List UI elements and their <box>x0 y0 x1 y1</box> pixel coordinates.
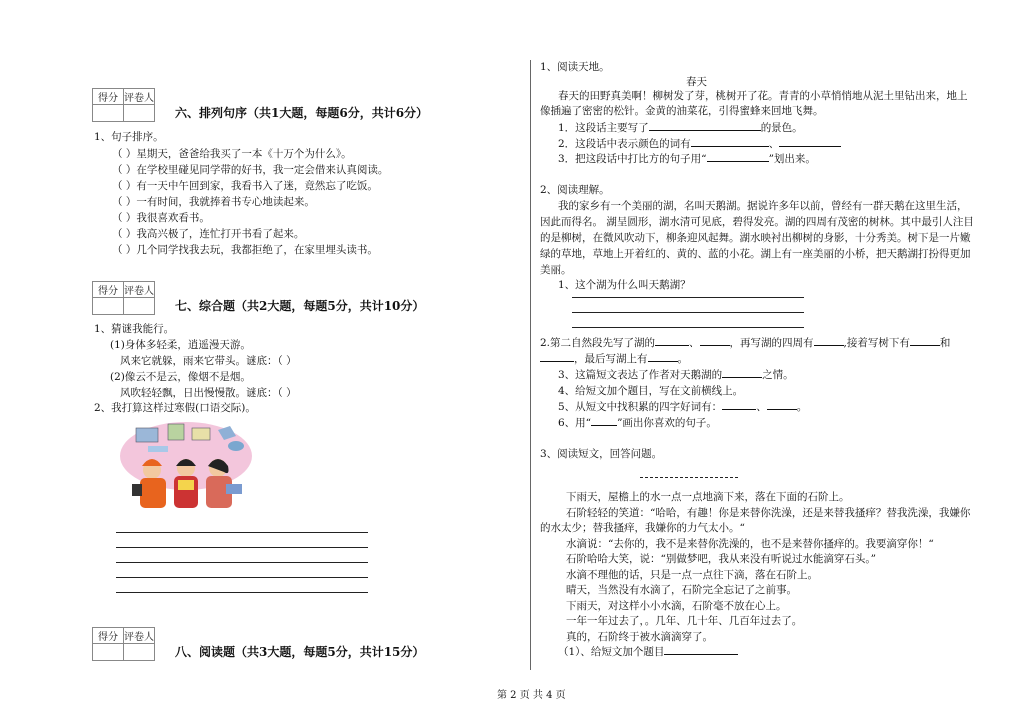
q-text: 。 <box>677 353 688 365</box>
sort-item: （ ）有一天中午回到家，我看书入了迷，竟然忘了吃饭。 <box>112 180 378 192</box>
reviewer-cell[interactable] <box>124 644 155 661</box>
score-cell[interactable] <box>93 644 124 661</box>
right-q2: 2、阅读理解。 <box>540 184 610 196</box>
q-text: 2．这段话中表示颜色的词有 <box>558 138 691 150</box>
score-label: 得分 <box>93 282 124 298</box>
answer-line[interactable] <box>116 592 368 593</box>
q-text: ”划出来。 <box>768 153 816 165</box>
children-illustration <box>118 418 254 514</box>
page-footer: 第 2 页 共 4 页 <box>497 690 566 701</box>
question-2-4: 4、给短文加个题目，写在文前横线上。 <box>558 385 744 397</box>
reviewer-cell[interactable] <box>124 298 155 315</box>
passage2-line: 绿的草地，草地上开着红的、黄的、蓝的小花。湖上有一座美丽的小桥，把天鹅湖打扮得更加 <box>540 248 971 260</box>
question-2-5 <box>558 399 807 414</box>
q-text: ,接着写树下有 <box>843 337 910 349</box>
sort-item: （ ）几个同学找我去玩，我都拒绝了，在家里埋头读书。 <box>112 244 378 256</box>
q-text: 。 <box>796 401 808 413</box>
sort-item: （ ）一有时间，我就捧着书专心地读起来。 <box>112 196 315 208</box>
score-cell[interactable] <box>93 105 124 122</box>
q-text: 、 <box>756 401 767 413</box>
riddle-1a: (1)身体多轻柔，逍遥漫天游。 <box>110 339 251 351</box>
story-line: 水滴说：“去你的，我不是来替你洗澡的，也不是来替你搔痒的。我要滴穿你！“ <box>566 538 934 550</box>
q-text: 的景色。 <box>760 122 803 134</box>
answer-line[interactable] <box>572 297 804 298</box>
answer-line[interactable] <box>572 312 804 313</box>
section6-title: 六、排列句序（共1大题，每题6分，共计6分） <box>175 106 429 120</box>
answer-line[interactable] <box>116 532 368 533</box>
q-text: 5、从短文中找积累的四字好词有： <box>558 401 723 413</box>
answer-blank[interactable] <box>767 399 797 410</box>
q-text: ”画出你喜欢的句子。 <box>617 417 717 429</box>
q-text: 和 <box>939 337 951 349</box>
riddle-2b: 风吹轻轻飘，日出慢慢散。谜底：（ ） <box>120 387 297 399</box>
q-text: 、 <box>689 337 700 349</box>
score-label: 得分 <box>93 628 124 644</box>
answer-blank[interactable] <box>648 351 678 362</box>
answer-line[interactable] <box>572 327 804 328</box>
sort-item: （ ）在学校里碰见同学带的好书，我一定会借来认真阅读。 <box>112 164 389 176</box>
question-1-2 <box>558 136 841 151</box>
section7-q1: 1、猜谜我能行。 <box>94 323 175 335</box>
answer-blank[interactable] <box>700 335 730 346</box>
reviewer-label: 评卷人 <box>124 282 155 298</box>
answer-blank[interactable] <box>691 136 769 147</box>
riddle-1b: 风来它就躲，雨来它带头。谜底：（ ） <box>120 355 297 367</box>
column-divider <box>530 60 531 670</box>
q-text: 6、用“ <box>558 417 592 429</box>
riddle-2a: (2)像云不是云，像烟不是烟。 <box>110 371 251 383</box>
score-cell[interactable] <box>93 298 124 315</box>
passage2-line: 因此而得名。 湖呈圆形，湖水清可见底，碧得发亮。湖的四周有茂密的树林。其中最引人注目 <box>540 216 974 228</box>
question-2-2b <box>540 351 688 366</box>
answer-blank[interactable] <box>591 415 617 426</box>
answer-blank[interactable] <box>649 120 761 131</box>
story-line: 石阶轻轻的笑道：“哈哈，有趣！你是来替你洗澡，还是来替我搔痒？替我洗澡，我嫌你 <box>566 507 971 519</box>
sort-item: （ ）星期天，爸爸给我买了一本《十万个为什么》。 <box>112 148 352 160</box>
question-1-1 <box>558 120 803 135</box>
story-line: 一年一年过去了，。几年、几十年、几百年过去了。 <box>566 615 803 627</box>
passage2-line: 美丽。 <box>540 264 572 276</box>
story-line: 水滴不理他的话，只是一点一点往下滴，落在石阶上。 <box>566 569 818 581</box>
passage2-line: 的是柳树，在微风吹动下，柳条迎风起舞。湖水映衬出柳树的身影，十分秀美。树下是一片嫩 <box>540 232 971 244</box>
q-text: （1）、给短文加个题目 <box>558 646 665 658</box>
question-3-1 <box>558 644 738 659</box>
q-text: 、 <box>768 138 780 150</box>
answer-blank[interactable] <box>722 399 756 410</box>
title-blank-line[interactable] <box>640 477 738 479</box>
story-line: 的水太少；替我搔痒，我嫌你的力气太小。“ <box>540 522 745 534</box>
answer-blank[interactable] <box>707 151 769 162</box>
sort-item: （ ）我高兴极了，连忙打开书看了起来。 <box>112 228 305 240</box>
passage1-line: 像插遍了密密的松针。金黄的油菜花，引得蜜蜂来回地飞舞。 <box>540 105 824 117</box>
right-q3: 3、阅读短文，回答问题。 <box>540 448 663 460</box>
answer-line[interactable] <box>116 547 368 548</box>
question-2-6 <box>558 415 717 430</box>
question-2-3 <box>558 367 794 382</box>
q-text: 之情。 <box>762 369 794 381</box>
answer-blank[interactable] <box>540 351 574 362</box>
score-box-6 <box>92 88 155 122</box>
answer-blank[interactable] <box>664 644 738 655</box>
sort-item: （ ）我很喜欢看书。 <box>112 212 210 224</box>
answer-line[interactable] <box>116 577 368 578</box>
q-text: ，再写湖的四周有 <box>729 337 814 349</box>
q-text: 3．把这段话中打比方的句子用“ <box>558 153 707 165</box>
question-1-3 <box>558 151 816 166</box>
q-text: ，最后写湖上有 <box>574 353 648 365</box>
answer-blank[interactable] <box>779 136 841 147</box>
reviewer-cell[interactable] <box>124 105 155 122</box>
reviewer-label: 评卷人 <box>124 89 155 105</box>
story-line: 石阶哈哈大笑，说：“别做梦吧，我从来没有听说过水能滴穿石头。” <box>566 553 876 565</box>
section6-q1: 1、句子排序。 <box>94 131 164 143</box>
story-line: 下雨天，屋檐上的水一点一点地滴下来，落在下面的石阶上。 <box>566 491 850 503</box>
section7-title: 七、综合题（共2大题，每题5分，共计10分） <box>175 299 425 313</box>
answer-blank[interactable] <box>814 335 844 346</box>
poem-title: 春天 <box>686 76 707 88</box>
answer-blank[interactable] <box>722 367 762 378</box>
score-box-7 <box>92 281 155 315</box>
story-line: 下雨天，对这样小小水滴，石阶毫不放在心上。 <box>566 600 787 612</box>
q-text: 1．这段话主要写了 <box>558 122 649 134</box>
answer-line[interactable] <box>116 562 368 563</box>
reviewer-label: 评卷人 <box>124 628 155 644</box>
question-2-1: 1、这个湖为什么叫天鹅湖？ <box>558 279 691 291</box>
passage1-line: 春天的田野真美啊！柳树发了芽，桃树开了花。青青的小草悄悄地从泥土里钻出来，地上 <box>558 90 968 102</box>
answer-blank[interactable] <box>655 335 689 346</box>
right-q1: 1、阅读天地。 <box>540 61 610 73</box>
section7-q2: 2、我打算这样过寒假(口语交际)。 <box>94 402 256 414</box>
question-2-2 <box>540 335 950 350</box>
story-line: 晴天，当然没有水滴了，石阶完全忘记了之前事。 <box>566 584 797 596</box>
passage2-line: 我的家乡有一个美丽的湖，名叫天鹅湖。据说许多年以前，曾经有一群天鹅在这里生活， <box>558 200 968 212</box>
section8-title: 八、阅读题（共3大题，每题5分，共计15分） <box>175 645 425 659</box>
score-label: 得分 <box>93 89 124 105</box>
story-line: 真的，石阶终于被水滴滴穿了。 <box>566 631 713 643</box>
q-text: 3、这篇短文表达了作者对天鹅湖的 <box>558 369 723 381</box>
answer-blank[interactable] <box>910 335 940 346</box>
q-text: 2.第二自然段先写了湖的 <box>540 337 656 349</box>
score-box-8 <box>92 627 155 661</box>
